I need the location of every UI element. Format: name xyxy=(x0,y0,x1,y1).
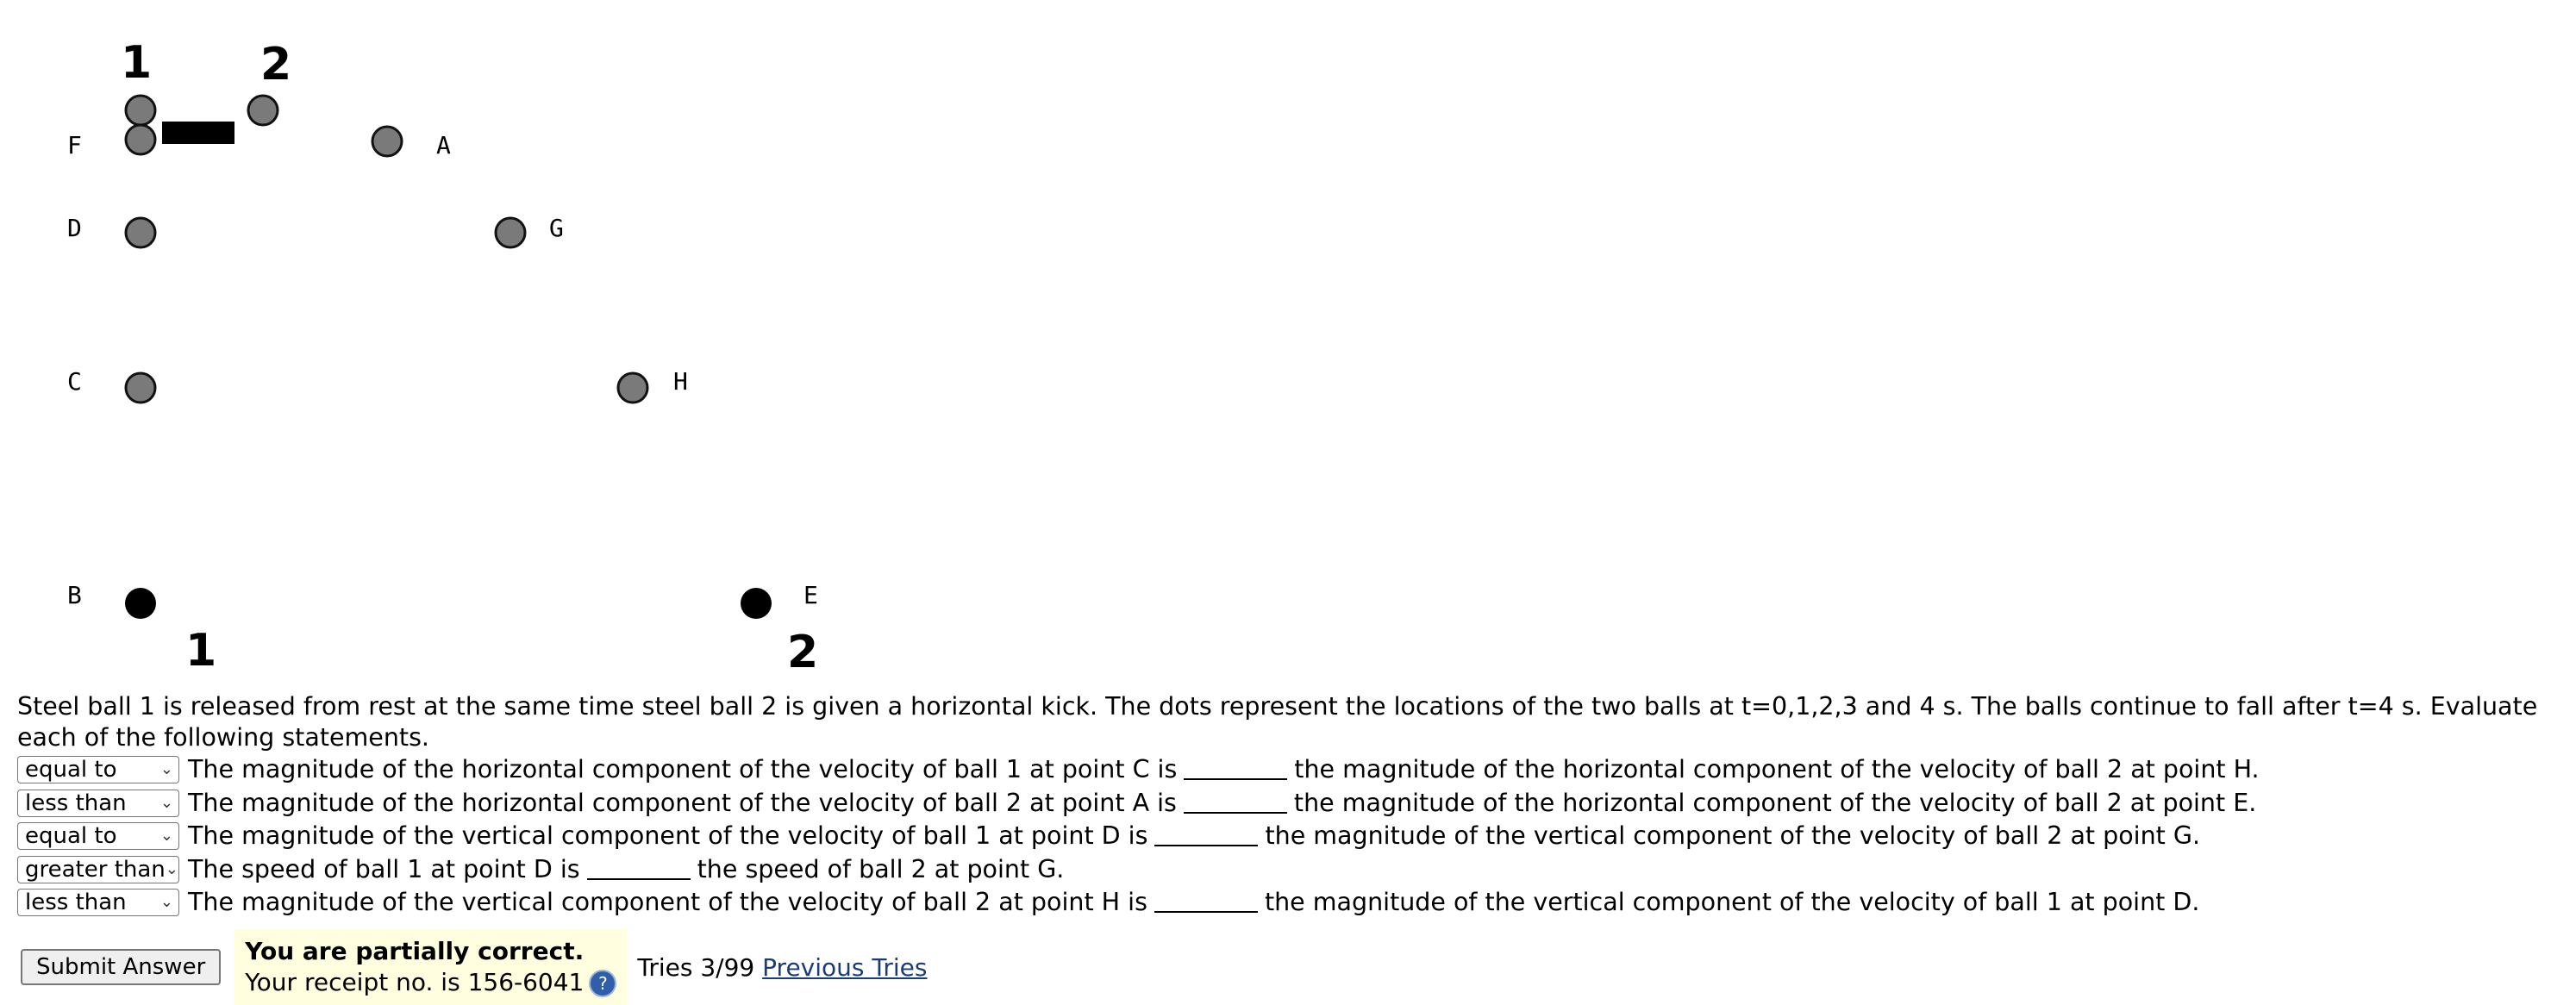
point-label-H: H xyxy=(673,367,688,396)
ball-1-point-C xyxy=(126,373,155,403)
statement-after: the speed of ball 2 at point G. xyxy=(697,854,1065,883)
statement-row xyxy=(17,753,2560,787)
point-label-A: A xyxy=(436,131,451,159)
question-block xyxy=(17,691,2560,920)
submit-area xyxy=(21,929,927,1005)
help-icon[interactable]: ? xyxy=(589,970,616,997)
answer-select-value: less than xyxy=(25,890,127,916)
statement-after: the magnitude of the horizontal component of the velocity of ball 2 at point E. xyxy=(1293,788,2257,817)
ball-2-start xyxy=(248,96,278,125)
statement-row xyxy=(17,820,2560,853)
statement-before: The magnitude of the vertical component of the velocity of ball 1 at point D is xyxy=(188,821,1148,851)
point-label-C: C xyxy=(67,367,82,396)
ball-1-start-upper xyxy=(126,96,155,125)
ball-2-point-A xyxy=(372,127,402,156)
chevron-down-icon: ⌄ xyxy=(165,859,178,878)
ball-1-top-label: 1 xyxy=(121,37,153,89)
statement-after: the magnitude of the horizontal component of the velocity of ball 2 at point H. xyxy=(1294,755,2260,784)
statement-after: the magnitude of the vertical component of the velocity of ball 1 at point D. xyxy=(1264,888,2200,917)
point-label-D: D xyxy=(67,214,82,242)
statement-before: The speed of ball 1 at point D is xyxy=(188,854,580,883)
question-intro: Steel ball 1 is released from rest at the same time steel ball 2 is given a horizontal kick. The dots represent the locations of the two balls at t=0,1,2,3 and 4 s. The balls continue to fall after t=4 s. Evaluate each of the following statements. xyxy=(17,692,2538,752)
answer-select-3[interactable] xyxy=(17,822,179,850)
tries-count: Tries 3/99 xyxy=(637,952,755,982)
chevron-down-icon: ⌄ xyxy=(159,760,173,779)
answer-blank xyxy=(1184,759,1287,780)
ball-1-bottom-label: 1 xyxy=(185,625,217,677)
statement-before: The magnitude of the vertical component of the velocity of ball 2 at point H is xyxy=(188,888,1147,917)
answer-blank xyxy=(1154,892,1258,913)
receipt-text: Your receipt no. is 156-6041 xyxy=(245,968,585,996)
ball-2-point-G xyxy=(496,218,525,247)
answer-select-value: equal to xyxy=(25,823,117,850)
feedback-box xyxy=(234,929,627,1005)
ball-1-start-F xyxy=(126,125,155,154)
statement-before: The magnitude of the horizontal component of the velocity of ball 1 at point C is xyxy=(188,755,1178,784)
statement-row xyxy=(17,886,2560,920)
answer-select-value: greater than xyxy=(25,856,166,883)
statement-before: The magnitude of the horizontal component of the velocity of ball 2 at point A is xyxy=(188,788,1177,817)
chevron-down-icon: ⌄ xyxy=(159,893,173,912)
answer-select-4[interactable] xyxy=(17,856,179,883)
chevron-down-icon: ⌄ xyxy=(159,793,173,812)
projectile-figure xyxy=(0,0,948,690)
point-label-G: G xyxy=(549,214,564,242)
answer-blank xyxy=(587,859,691,880)
ball-2-point-H xyxy=(618,373,647,403)
chevron-down-icon: ⌄ xyxy=(159,827,173,846)
answer-blank xyxy=(1154,826,1258,846)
answer-select-value: equal to xyxy=(25,757,117,783)
statement-row xyxy=(17,787,2560,821)
answer-select-value: less than xyxy=(25,790,127,816)
ball-2-top-label: 2 xyxy=(260,39,292,91)
answer-select-2[interactable] xyxy=(17,790,179,817)
ball-1-point-D xyxy=(126,218,155,247)
kicker-bar xyxy=(162,122,234,144)
ball-2-point-E xyxy=(741,588,772,619)
ball-1-point-B xyxy=(125,588,156,619)
answer-select-5[interactable] xyxy=(17,889,179,916)
statement-after: the magnitude of the vertical component of the velocity of ball 2 at point G. xyxy=(1265,821,2201,851)
previous-tries-link[interactable]: Previous Tries xyxy=(762,952,928,982)
ball-2-bottom-label: 2 xyxy=(787,627,819,678)
point-label-E: E xyxy=(803,581,818,609)
statement-row xyxy=(17,853,2560,887)
submit-answer-button[interactable]: Submit Answer xyxy=(21,949,221,985)
point-label-F: F xyxy=(67,131,82,159)
answer-select-1[interactable] xyxy=(17,756,179,783)
tries-info xyxy=(637,953,927,982)
point-label-B: B xyxy=(67,581,82,609)
receipt-line xyxy=(245,967,616,998)
feedback-title: You are partially correct. xyxy=(245,937,585,965)
answer-blank xyxy=(1184,793,1287,814)
